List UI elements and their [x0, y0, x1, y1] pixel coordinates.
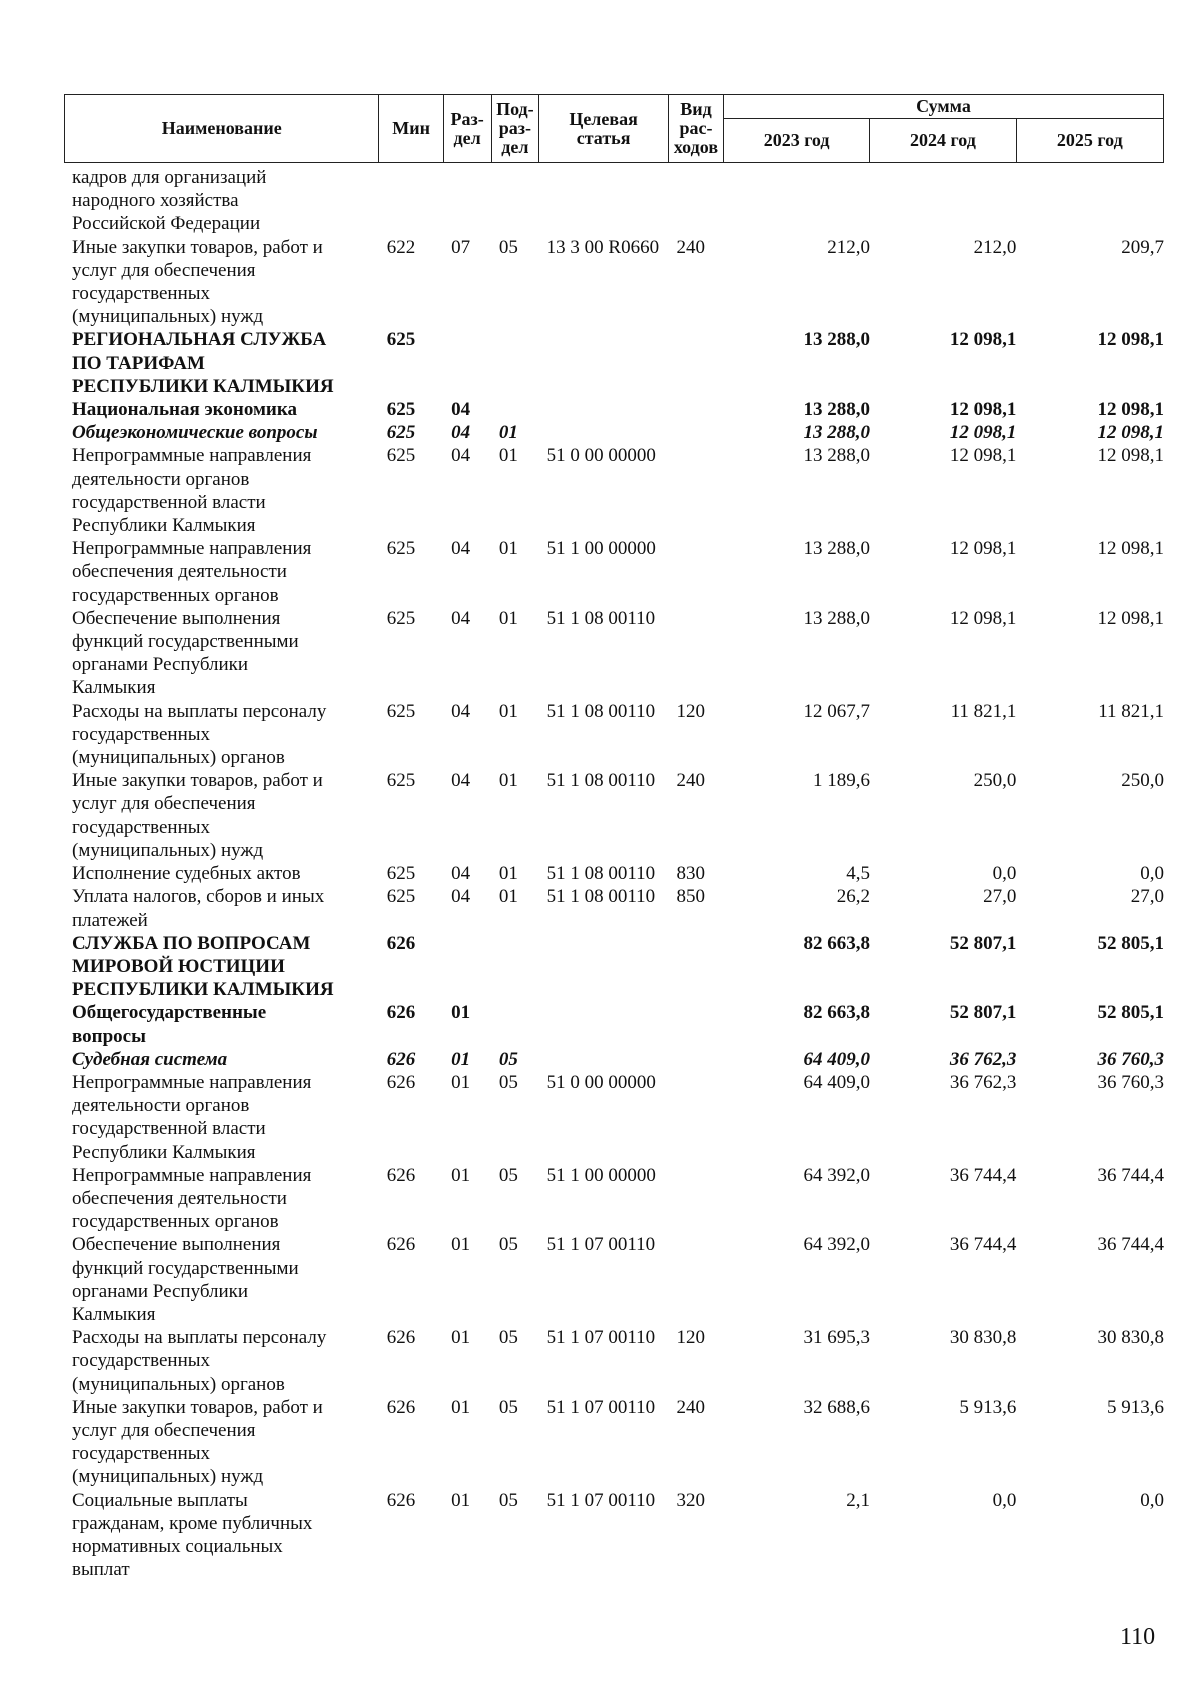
cell-vr — [668, 166, 723, 236]
cell-name: Непрограммные направления деятельности органов государственной власти Республики Калмыкия — [72, 1071, 312, 1163]
cell-v2: 5 913,6 — [959, 1396, 1017, 1418]
cell-name: Иные закупки товаров, работ и услуг для обеспечения государственных (муниципальных) нужд — [72, 236, 323, 328]
cell-v1: 212,0 — [827, 236, 870, 258]
cell-name: Расходы на выплаты персоналу государственных (муниципальных) органов — [72, 700, 327, 769]
cell-cs: 51 1 07 00110 — [546, 1327, 656, 1349]
cell-v1: 12 067,7 — [803, 700, 870, 722]
cell-v1: 13 288,0 — [803, 422, 870, 444]
table-header — [64, 94, 1164, 163]
cell-min — [379, 166, 443, 236]
cell-name: Непрограммные направления обеспечения деятельности государственных органов — [72, 1164, 312, 1233]
cell-rz: 04 — [451, 607, 471, 629]
cell-cs: 51 1 08 00110 — [546, 607, 656, 629]
cell-rz: 04 — [451, 770, 471, 792]
cell-vr — [668, 1048, 723, 1071]
cell-v2: 52 807,1 — [949, 932, 1017, 954]
cell-vr — [668, 537, 723, 607]
cell-v2 — [870, 166, 1016, 236]
cell-v2: 250,0 — [973, 770, 1017, 792]
cell-cs: 51 1 00 00000 — [546, 1164, 656, 1186]
cell-rz: 04 — [451, 700, 471, 722]
cell-pr: 01 — [498, 886, 518, 908]
cell-v1: 13 288,0 — [803, 538, 870, 560]
cell-v2: 0,0 — [992, 1489, 1017, 1511]
cell-vr — [668, 1001, 723, 1047]
cell-rz: 04 — [451, 538, 471, 560]
cell-cs: 51 1 08 00110 — [546, 863, 656, 885]
header-vid: Вид рас- ходов — [668, 95, 723, 163]
cell-cs: 51 1 08 00110 — [546, 770, 656, 792]
cell-name: Общегосударственные вопросы — [72, 1002, 267, 1047]
cell-v1: 31 695,3 — [803, 1327, 870, 1349]
cell-v3: 12 098,1 — [1097, 422, 1164, 444]
cell-vr — [668, 1071, 723, 1164]
cell-min: 625 — [386, 422, 416, 444]
cell-v1: 4,5 — [846, 863, 870, 885]
cell-v3: 36 760,3 — [1097, 1048, 1164, 1070]
cell-v3: 0,0 — [1140, 863, 1164, 885]
cell-v3: 12 098,1 — [1097, 538, 1164, 560]
cell-min: 626 — [386, 1234, 416, 1256]
cell-rz: 01 — [451, 1048, 471, 1070]
cell-v3 — [1016, 166, 1164, 236]
table-row — [64, 862, 1164, 885]
cell-v1: 82 663,8 — [803, 932, 870, 954]
cell-v2: 36 744,4 — [949, 1234, 1017, 1256]
cell-vr: 240 — [676, 1396, 705, 1418]
cell-v1: 32 688,6 — [803, 1396, 870, 1418]
cell-vr: 240 — [676, 236, 705, 258]
cell-min: 625 — [386, 538, 416, 560]
cell-v1: 13 288,0 — [803, 399, 870, 421]
cell-v2: 36 744,4 — [949, 1164, 1017, 1186]
cell-cs: 51 0 00 00000 — [546, 1071, 656, 1093]
cell-rz: 01 — [451, 1164, 471, 1186]
cell-v2: 12 098,1 — [949, 607, 1017, 629]
cell-cs: 51 1 07 00110 — [546, 1489, 656, 1511]
cell-v2: 0,0 — [992, 863, 1017, 885]
cell-min: 626 — [386, 1071, 416, 1093]
cell-v1: 13 288,0 — [803, 329, 870, 351]
cell-pr — [491, 932, 539, 1002]
cell-cs — [539, 932, 669, 1002]
cell-v1: 64 409,0 — [803, 1048, 870, 1070]
cell-v3: 5 913,6 — [1107, 1396, 1164, 1418]
cell-pr: 05 — [498, 1327, 518, 1349]
cell-pr — [491, 166, 539, 236]
cell-rz: 01 — [451, 1489, 471, 1511]
cell-v1: 64 409,0 — [803, 1071, 870, 1093]
cell-name: Уплата налогов, сборов и иных платежей — [72, 886, 325, 931]
cell-vr — [668, 932, 723, 1002]
cell-v2: 36 762,3 — [949, 1071, 1017, 1093]
table-row — [64, 421, 1164, 444]
header-podrazdel: Под- раз- дел — [491, 95, 539, 163]
table-row — [64, 328, 1164, 398]
cell-cs: 51 1 07 00110 — [546, 1234, 656, 1256]
table-row — [64, 537, 1164, 607]
cell-rz — [443, 932, 491, 1002]
table-row — [64, 700, 1164, 770]
header-2024: 2024 год — [870, 119, 1016, 163]
cell-pr: 05 — [498, 1234, 518, 1256]
cell-v3: 30 830,8 — [1097, 1327, 1164, 1349]
cell-cs: 13 3 00 R0660 — [546, 236, 660, 258]
table-row — [64, 932, 1164, 1002]
cell-rz: 04 — [451, 399, 471, 421]
cell-name: Иные закупки товаров, работ и услуг для обеспечения государственных (муниципальных) нужд — [72, 770, 323, 861]
cell-name: Судебная система — [72, 1048, 228, 1070]
cell-rz: 04 — [451, 422, 471, 444]
cell-v3: 12 098,1 — [1097, 445, 1164, 467]
cell-min: 625 — [386, 399, 416, 421]
cell-cs: 51 1 00 00000 — [546, 538, 656, 560]
cell-v1: 64 392,0 — [803, 1164, 870, 1186]
cell-v3: 250,0 — [1121, 770, 1164, 792]
cell-v3: 36 744,4 — [1097, 1234, 1164, 1256]
cell-v1: 26,2 — [836, 886, 870, 908]
cell-name: СЛУЖБА ПО ВОПРОСАМ МИРОВОЙ ЮСТИЦИИ РЕСПУБЛИКИ КАЛМЫКИЯ — [72, 932, 334, 1001]
header-2025: 2025 год — [1016, 119, 1163, 163]
cell-pr: 01 — [498, 770, 518, 792]
cell-vr — [668, 421, 723, 444]
cell-rz: 04 — [451, 445, 471, 467]
cell-rz — [443, 166, 491, 236]
cell-v2: 30 830,8 — [949, 1327, 1017, 1349]
table-row — [64, 166, 1164, 236]
cell-v3: 27,0 — [1130, 886, 1164, 908]
cell-vr: 120 — [676, 700, 705, 722]
cell-vr — [668, 1164, 723, 1234]
cell-pr — [491, 328, 539, 398]
cell-min: 626 — [386, 1489, 416, 1511]
cell-rz: 01 — [451, 1327, 471, 1349]
cell-vr: 850 — [676, 886, 705, 908]
cell-cs — [539, 1001, 669, 1047]
cell-vr — [668, 607, 723, 700]
cell-rz: 01 — [451, 1396, 471, 1418]
cell-v3: 52 805,1 — [1097, 1002, 1164, 1024]
cell-v2: 12 098,1 — [949, 422, 1017, 444]
cell-cs: 51 1 08 00110 — [546, 886, 656, 908]
cell-min: 625 — [386, 607, 416, 629]
cell-v2: 12 098,1 — [949, 538, 1017, 560]
cell-rz: 04 — [451, 863, 471, 885]
header-name: Наименование — [65, 95, 379, 163]
cell-pr: 05 — [498, 1396, 518, 1418]
cell-v1 — [724, 166, 870, 236]
cell-cs: 51 1 07 00110 — [546, 1396, 656, 1418]
cell-vr: 830 — [676, 863, 705, 885]
cell-name: Иные закупки товаров, работ и услуг для обеспечения государственных (муниципальных) нужд — [72, 1396, 323, 1488]
cell-name: Обеспечение выполнения функций государственными органами Республики Калмыкия — [72, 607, 299, 699]
cell-pr — [491, 398, 539, 421]
cell-cs — [539, 166, 669, 236]
cell-vr: 120 — [676, 1327, 705, 1349]
cell-v2: 36 762,3 — [949, 1048, 1017, 1070]
cell-vr: 320 — [676, 1489, 705, 1511]
cell-pr — [491, 1001, 539, 1047]
cell-v2: 52 807,1 — [949, 1002, 1017, 1024]
table-row — [64, 444, 1164, 537]
cell-min: 626 — [386, 1002, 416, 1024]
header-2023: 2023 год — [723, 119, 869, 163]
table-row — [64, 1489, 1164, 1582]
cell-name: кадров для организаций народного хозяйства Российской Федерации — [72, 167, 267, 235]
table-row — [64, 1164, 1164, 1234]
cell-v3: 36 760,3 — [1097, 1071, 1164, 1093]
cell-name: Непрограммные направления деятельности органов государственной власти Республики Калмыкия — [72, 445, 312, 537]
cell-rz: 01 — [451, 1234, 471, 1256]
cell-min: 626 — [386, 1048, 416, 1070]
cell-v2: 12 098,1 — [949, 399, 1017, 421]
cell-name: Национальная экономика — [72, 399, 298, 421]
cell-rz: 01 — [451, 1071, 471, 1093]
table-row — [64, 769, 1164, 862]
cell-pr: 01 — [498, 422, 518, 444]
cell-v3: 36 744,4 — [1097, 1164, 1164, 1186]
cell-min: 626 — [386, 1396, 416, 1418]
cell-min: 622 — [386, 236, 416, 258]
cell-v3: 209,7 — [1121, 236, 1164, 258]
table-row — [64, 1001, 1164, 1047]
cell-v3: 12 098,1 — [1097, 607, 1164, 629]
cell-min: 625 — [386, 863, 416, 885]
cell-name: Общеэкономические вопросы — [72, 422, 318, 444]
cell-name: Расходы на выплаты персоналу государственных (муниципальных) органов — [72, 1327, 327, 1395]
cell-v1: 82 663,8 — [803, 1002, 870, 1024]
table-row — [64, 607, 1164, 700]
cell-cs — [539, 421, 669, 444]
cell-pr: 05 — [498, 1048, 518, 1070]
table-row — [64, 885, 1164, 931]
cell-rz — [443, 328, 491, 398]
table-row — [64, 236, 1164, 329]
header-target: Целевая статья — [539, 95, 669, 163]
table-row — [64, 1233, 1164, 1326]
cell-pr: 05 — [498, 1071, 518, 1093]
cell-v3: 12 098,1 — [1097, 329, 1164, 351]
cell-name: РЕГИОНАЛЬНАЯ СЛУЖБА ПО ТАРИФАМ РЕСПУБЛИКИ КАЛМЫКИЯ — [72, 329, 334, 397]
header-sum: Сумма — [723, 95, 1163, 119]
cell-min: 625 — [386, 886, 416, 908]
cell-vr — [668, 328, 723, 398]
cell-v2: 12 098,1 — [949, 445, 1017, 467]
cell-v3: 12 098,1 — [1097, 399, 1164, 421]
cell-cs: 51 0 00 00000 — [546, 445, 656, 467]
cell-v1: 13 288,0 — [803, 607, 870, 629]
header-razdel: Раз- дел — [443, 95, 491, 163]
cell-vr — [668, 444, 723, 537]
cell-v1: 1 189,6 — [812, 770, 870, 792]
cell-v2: 27,0 — [983, 886, 1017, 908]
table-row — [64, 1396, 1164, 1489]
cell-pr: 01 — [498, 700, 518, 722]
cell-min: 626 — [386, 1164, 416, 1186]
table-row — [64, 1326, 1164, 1396]
cell-v2: 11 821,1 — [950, 700, 1017, 722]
cell-pr: 01 — [498, 538, 518, 560]
cell-pr: 05 — [498, 1489, 518, 1511]
cell-cs: 51 1 08 00110 — [546, 700, 656, 722]
cell-cs — [539, 328, 669, 398]
cell-name: Социальные выплаты гражданам, кроме публичных нормативных социальных выплат — [72, 1489, 313, 1581]
cell-name: Обеспечение выполнения функций государственными органами Республики Калмыкия — [72, 1234, 299, 1325]
cell-vr — [668, 1233, 723, 1326]
table-row — [64, 1071, 1164, 1164]
cell-min: 626 — [386, 1327, 416, 1349]
cell-pr: 01 — [498, 607, 518, 629]
cell-v1: 64 392,0 — [803, 1234, 870, 1256]
cell-cs — [539, 398, 669, 421]
cell-cs — [539, 1048, 669, 1071]
cell-v2: 12 098,1 — [949, 329, 1017, 351]
cell-min: 625 — [386, 329, 416, 351]
page-number: 110 — [1120, 1624, 1156, 1650]
cell-v3: 52 805,1 — [1097, 932, 1164, 954]
cell-v3: 11 821,1 — [1098, 700, 1164, 722]
cell-v2: 212,0 — [973, 236, 1017, 258]
cell-min: 625 — [386, 700, 416, 722]
cell-rz: 01 — [451, 1002, 471, 1024]
cell-min: 626 — [386, 932, 416, 954]
cell-v3: 0,0 — [1140, 1489, 1164, 1511]
table-row — [64, 1048, 1164, 1071]
cell-rz: 04 — [451, 886, 471, 908]
cell-pr: 05 — [498, 236, 518, 258]
table-body — [64, 166, 1164, 1581]
cell-pr: 01 — [498, 863, 518, 885]
cell-rz: 07 — [451, 236, 471, 258]
cell-name: Исполнение судебных актов — [72, 863, 301, 885]
cell-pr: 01 — [498, 445, 518, 467]
cell-v1: 2,1 — [846, 1489, 870, 1511]
cell-min: 625 — [386, 770, 416, 792]
cell-vr: 240 — [676, 770, 705, 792]
cell-name: Непрограммные направления обеспечения деятельности государственных органов — [72, 538, 312, 606]
table-row — [64, 398, 1164, 421]
cell-vr — [668, 398, 723, 421]
header-min: Мин — [379, 95, 443, 163]
cell-v1: 13 288,0 — [803, 445, 870, 467]
cell-min: 625 — [386, 445, 416, 467]
cell-pr: 05 — [498, 1164, 518, 1186]
